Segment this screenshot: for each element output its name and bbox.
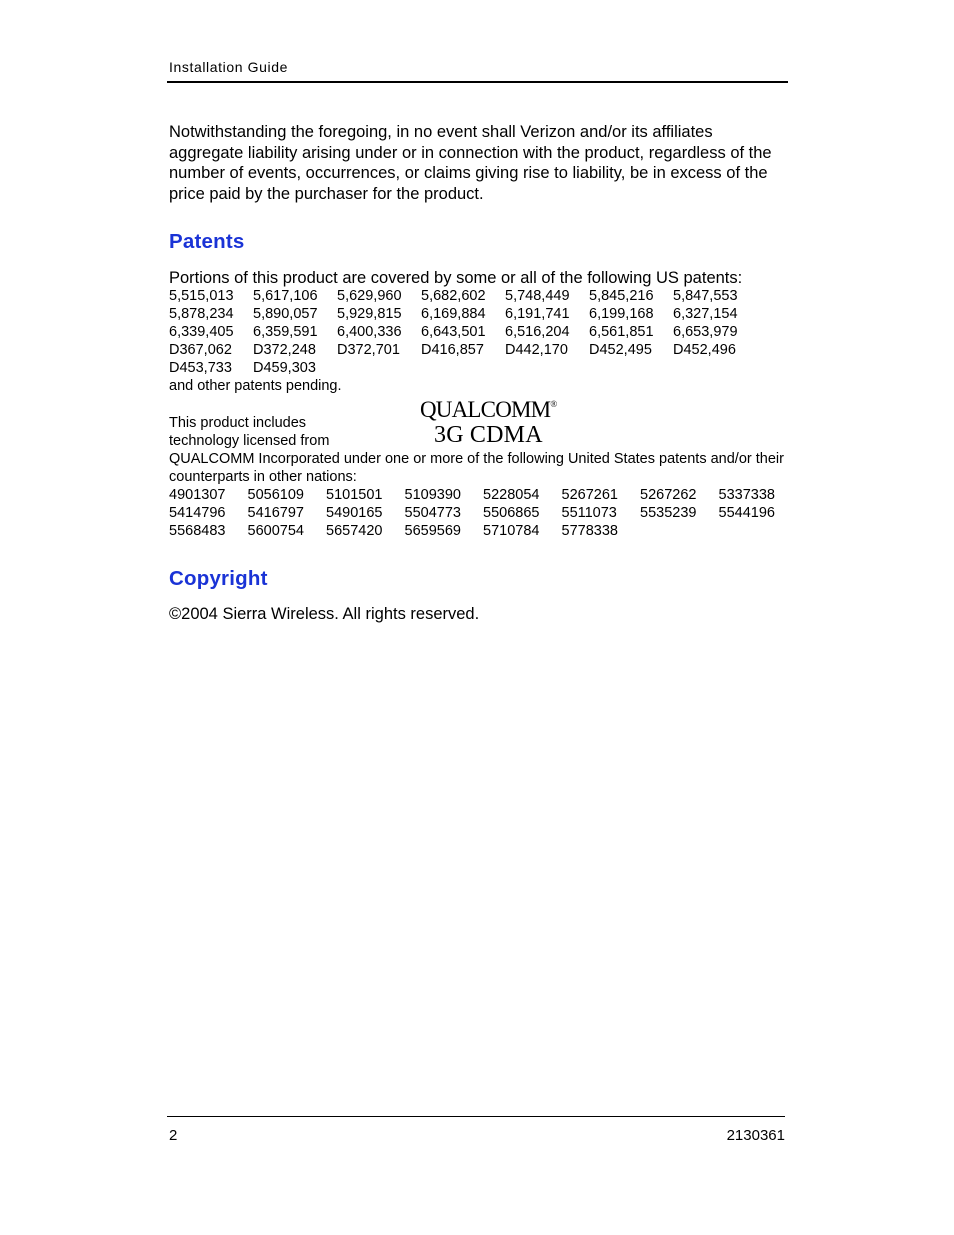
qualcomm-logo-wordmark: QUALCOMM [420,397,551,422]
patent-number: 5600754 [247,523,304,539]
patent-number: 6,327,154 [673,306,738,322]
patent-row [169,287,757,305]
patent-number: 5504773 [404,505,461,521]
patent-number: 6,199,168 [589,306,654,322]
us-patent-list [169,287,757,377]
patents-heading: Patents [169,230,245,253]
patent-number: 5778338 [561,523,618,539]
patent-number: 5228054 [483,487,540,503]
patent-number: 5568483 [169,523,226,539]
registered-mark: ® [550,399,557,409]
patent-number: 5416797 [247,505,304,521]
patent-number: D459,303 [253,360,316,376]
patent-number: 5109390 [404,487,461,503]
qualcomm-license-text [169,414,329,450]
patents-intro: Portions of this product are covered by some or all of the following US patents: [169,269,743,287]
header-rule [167,81,788,83]
patent-number: 5337338 [718,487,775,503]
patent-number: 6,191,741 [505,306,570,322]
patent-number: D452,495 [589,342,652,358]
patent-number: 5,515,013 [169,288,234,304]
patent-number: 6,359,591 [253,324,318,340]
patent-number: 4901307 [169,487,226,503]
patent-number: 6,339,405 [169,324,234,340]
patent-number: D453,733 [169,360,232,376]
patent-number: 5101501 [326,487,383,503]
patent-number: 5,617,106 [253,288,318,304]
patent-number: D416,857 [421,342,484,358]
footer-page-number: 2 [169,1127,178,1144]
patent-number: 5506865 [483,505,540,521]
patents-pending: and other patents pending. [169,378,342,394]
patent-number: 5,845,216 [589,288,654,304]
patent-number: 6,400,336 [337,324,402,340]
patent-row [169,305,757,323]
patent-number: 5414796 [169,505,226,521]
qualcomm-license-line-2: technology licensed from [169,433,330,449]
patent-row [169,359,757,377]
patent-number: 5,748,449 [505,288,570,304]
patent-number: 5544196 [718,505,775,521]
patent-number: 5511073 [561,505,617,521]
patent-number: 6,643,501 [421,324,486,340]
patent-number: 5,878,234 [169,306,234,322]
patent-number: 6,516,204 [505,324,570,340]
patent-number: 6,653,979 [673,324,738,340]
patent-number: D367,062 [169,342,232,358]
patent-row [169,522,797,540]
patent-number: D442,170 [505,342,568,358]
patent-number: 5490165 [326,505,383,521]
liability-paragraph: Notwithstanding the foregoing, in no event shall Verizon and/or its affiliates aggregate liability arising under or in connection with the product, regardless of the number of events, occurrences, or claims giving rise to liability, be in excess of the price paid by the purchaser for the product. [169,123,772,203]
patent-number: 6,169,884 [421,306,486,322]
patent-number: 5,847,553 [673,288,738,304]
patent-number: 5267262 [640,487,697,503]
patent-row [169,323,757,341]
patent-number: 5267261 [561,487,618,503]
patent-number: 5710784 [483,523,540,539]
patent-number: 6,561,851 [589,324,654,340]
patent-number: 5,929,815 [337,306,402,322]
copyright-text: ©2004 Sierra Wireless. All rights reserved. [169,605,480,623]
patent-number: 5657420 [326,523,383,539]
patent-number: 5056109 [247,487,304,503]
patent-number: D372,701 [337,342,400,358]
patent-number: 5659569 [404,523,461,539]
qualcomm-patent-list [169,486,797,540]
header-title: Installation Guide [169,59,288,75]
qualcomm-logo-3g-cdma: 3G CDMA [434,422,543,448]
footer-rule [167,1116,785,1117]
copyright-heading: Copyright [169,567,268,590]
patent-row [169,341,757,359]
patent-number: D452,496 [673,342,736,358]
footer-document-number: 2130361 [726,1127,785,1144]
patent-number: 5,682,602 [421,288,486,304]
patent-number: 5535239 [640,505,697,521]
patent-number: D372,248 [253,342,316,358]
patent-number: 5,629,960 [337,288,402,304]
patent-row [169,486,797,504]
qualcomm-patents-intro: QUALCOMM Incorporated under one or more of the following United States patents and/or their counterparts in other nations: [169,451,784,485]
patent-number: 5,890,057 [253,306,318,322]
patent-row [169,504,797,522]
qualcomm-license-line-1: This product includes [169,415,307,431]
qualcomm-3g-cdma-logo [420,398,556,447]
